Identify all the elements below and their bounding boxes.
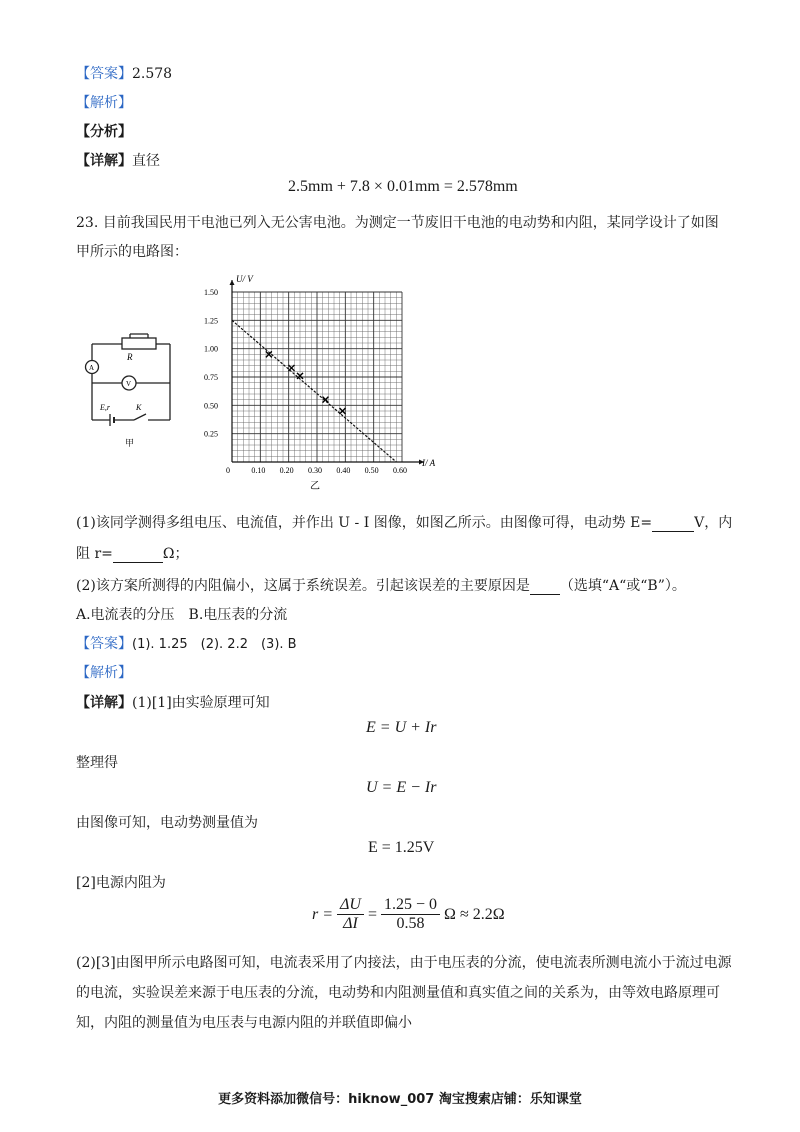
switch-icon: [134, 414, 146, 420]
y-tick-label: 1.50: [204, 288, 218, 297]
question-stem-line1: [76, 212, 719, 232]
chart-fit-line-group: [232, 320, 396, 462]
analysis-tag: 【解析】: [76, 95, 132, 111]
blank-emf: [652, 515, 694, 532]
p3-line2: 的电流，实验误差来源于电压表的分流，电动势和内阻测量值和真实值之间的关系为，由等效电路原理可: [76, 985, 720, 1001]
eq4-f2-num: 1.25 − 0: [381, 896, 440, 915]
x-tick-label: 0.10: [251, 466, 266, 475]
equation-2: U = E − Ir: [366, 779, 437, 796]
q23-analysis-tag: 【解析】: [76, 665, 132, 681]
answer-line: [76, 63, 172, 83]
chart-axes: [230, 280, 425, 465]
eq4-f1-den: ΔI: [343, 915, 358, 932]
x-tick-label: 0.40: [336, 466, 351, 475]
answer-tag: 【答案】: [76, 66, 132, 82]
eq4-rhs: Ω ≈ 2.2Ω: [444, 905, 505, 923]
q23-answer-tag: 【答案】: [76, 636, 132, 652]
y-tick-label: 1.25: [204, 316, 218, 326]
y-tick-label: 0.50: [204, 401, 218, 411]
question-number: 23.: [76, 215, 99, 231]
diameter-equation: 2.5mm + 7.8 × 0.01mm = 2.578mm: [288, 178, 518, 195]
from-graph-text: 由图像可知，电动势测量值为: [76, 815, 258, 831]
q23-detail-tag: 【详解】: [76, 695, 132, 711]
blank-choice: [530, 578, 560, 595]
eq4-f1-num: ΔU: [337, 896, 364, 915]
part1-line1: [76, 512, 732, 532]
detail-text: 直径: [132, 153, 160, 169]
footer-text: 更多资料添加微信号：hiknow_007 淘宝搜索店铺：乐知课堂: [218, 1092, 582, 1107]
chart-ylabel: U/ V: [236, 274, 253, 284]
detail-2-text: [2]电源内阻为: [76, 875, 166, 891]
equation-4: [312, 896, 505, 933]
eq4-lhs: r =: [312, 905, 334, 923]
resistor-R: [122, 338, 156, 349]
label-Er: E,r: [100, 403, 110, 412]
q23-detail-1: (1)[1]由实验原理可知: [132, 695, 270, 711]
label-R: R: [127, 352, 133, 362]
y-tick-label: 0.25: [204, 429, 218, 439]
p3-line1: (2)[3]由图甲所示电路图可知，电流表采用了内接法，由于电压表的分流，使电流表所测电流小于流过电源: [76, 955, 732, 971]
q23-detail-line: [76, 692, 270, 712]
ui-chart: [200, 272, 460, 494]
part1-text-b: V，内: [694, 515, 733, 531]
equation-1: E = U + Ir: [366, 719, 437, 736]
label-V: V: [126, 380, 132, 388]
blank-resistance: [113, 546, 163, 563]
p3-line3: 知，内阻的测量值为电压表与电源内阻的并联值即偏小: [76, 1015, 412, 1031]
circuit-caption: 甲: [125, 438, 135, 448]
equation-3: E = 1.25V: [368, 839, 435, 856]
answer-value: 2.578: [132, 66, 173, 82]
eq4-fraction-2: [381, 896, 440, 933]
fenxi-tag: 【分析】: [76, 124, 132, 140]
part1-text-d: Ω；: [162, 546, 189, 562]
question-stem-line2: 甲所示的电路图：: [76, 244, 188, 260]
label-A: A: [89, 364, 95, 372]
circuit-diagram: [78, 320, 188, 450]
detail-tag: 【详解】: [76, 153, 132, 169]
x-tick-label: 0.60: [393, 466, 407, 475]
chart-grid-major: [232, 292, 402, 462]
stem-text-1: 目前我国民用干电池已列入无公害电池。为测定一节废旧干电池的电动势和内阻，某同学设计了如图: [102, 215, 719, 231]
eq4-fraction-1: [337, 896, 364, 933]
chart-caption: 乙: [310, 481, 320, 492]
eq4-f2-den: 0.58: [396, 915, 425, 932]
chart-xlabel: I/ A: [422, 458, 436, 468]
eq4-mid: =: [367, 905, 378, 923]
x-tick-label: 0.30: [308, 466, 322, 475]
label-K: K: [136, 403, 142, 412]
part1-text-c: 阻 r=: [76, 546, 113, 562]
part1-text-a: (1)该同学测得多组电压、电流值，并作出 U - I 图像，如图乙所示。由图像可得，电动势 E=: [76, 515, 653, 531]
x-tick-label: 0.50: [364, 466, 379, 475]
y-axis-arrow: [230, 280, 235, 285]
zhengli-text: 整理得: [76, 755, 118, 771]
chart-origin-label: 0: [226, 466, 230, 475]
part1-line2: [76, 543, 188, 563]
part2-line: [76, 575, 686, 595]
fit-line: [232, 320, 396, 462]
part2-text-a: (2)该方案所测得的内阻偏小，这属于系统误差。引起该误差的主要原因是: [76, 578, 530, 594]
detail-line: [76, 150, 160, 170]
y-tick-label: 1.00: [204, 344, 218, 354]
q23-answer-text: (1). 1.25 (2). 2.2 (3). B: [132, 637, 297, 652]
options-line: A.电流表的分压 B.电压表的分流: [76, 607, 288, 623]
y-tick-label: 0.75: [204, 373, 218, 382]
q23-answer-line: [76, 633, 297, 653]
x-tick-label: 0.20: [279, 466, 294, 475]
part2-text-b: （选填“A“或“B”）。: [559, 578, 686, 594]
